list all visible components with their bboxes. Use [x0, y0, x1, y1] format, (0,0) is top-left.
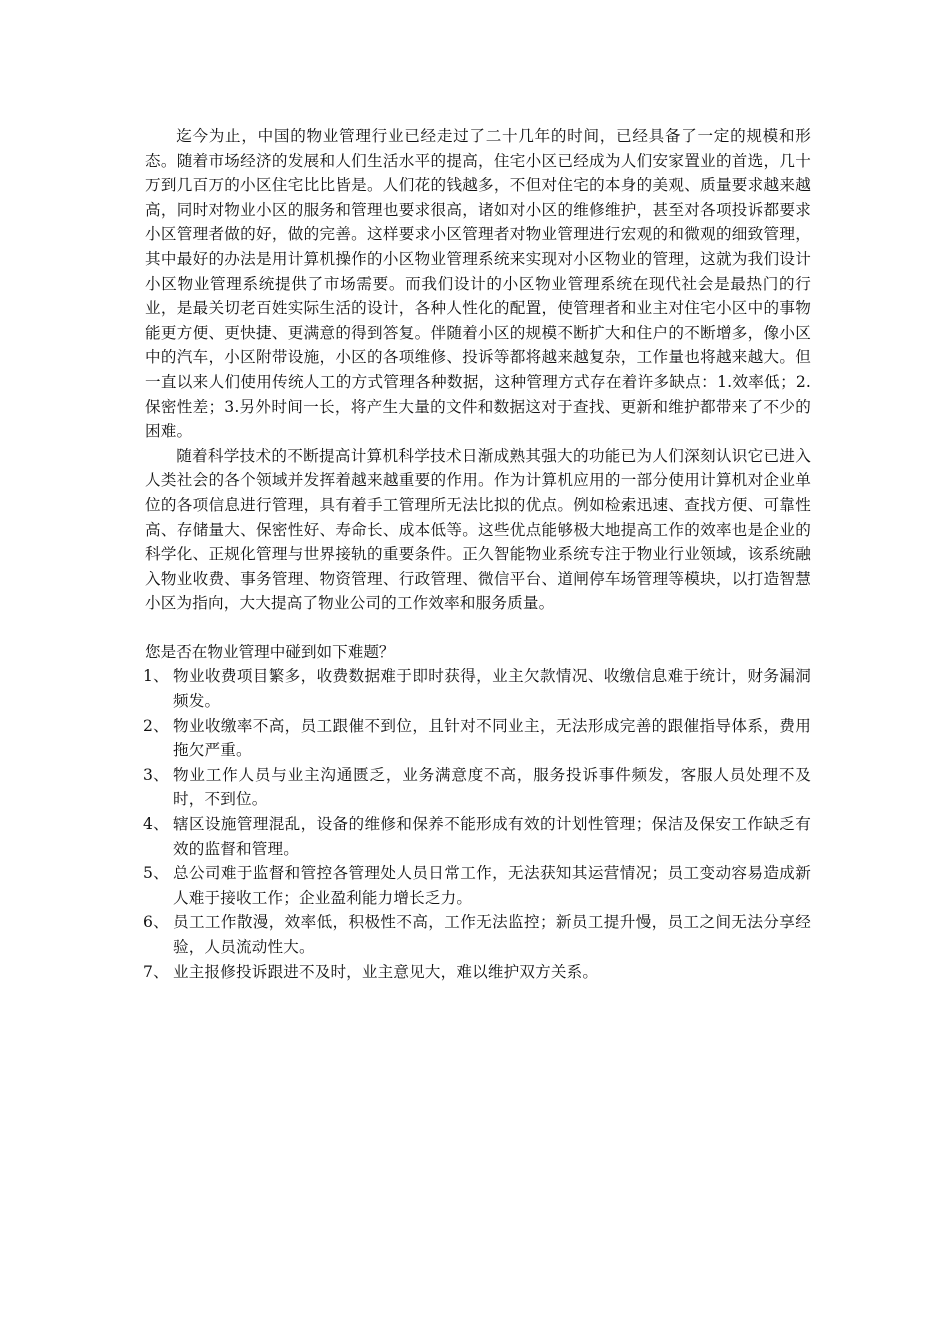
list-item-text: 总公司难于监督和管控各管理处人员日常工作，无法获知其运营情况；员工变动容易造成新人难于接收工作；企业盈利能力增长乏力。: [173, 864, 811, 907]
list-item-number: 6、: [143, 913, 169, 932]
list-item: [143, 861, 811, 910]
list-item: [143, 664, 811, 713]
list-item-number: 2、: [143, 716, 169, 735]
list-item: [143, 714, 811, 763]
list-item-text: 物业收缴率不高，员工跟催不到位，且针对不同业主，无法形成完善的跟催指导体系，费用拖欠严重。: [173, 716, 811, 760]
technology-paragraph: 随着科学技术的不断提高计算机科学技术日渐成熟其强大的功能已为人们深刻认识它已进入人类社会的各个领域并发挥着越来越重要的作用。作为计算机应用的一部分使用计算机对企业单位的各项信息进行管理，具有着手工管理所无法比拟的优点。例如检索迅速、查找方便、可靠性高、存储量大、保密性好、寿命长、成本低等。这些优点能够极大地提高工作的效率也是企业的科学化、正规化管理与世界接轨的重要条件。正久智能物业系统专注于物业行业领域，该系统融入物业收费、事务管理、物资管理、行政管理、微信平台、道闸停车场管理等模块，以打造智慧小区为指向，大大提高了物业公司的工作效率和服务质量。: [145, 446, 811, 613]
paragraph-gap: [145, 616, 811, 640]
list-item: [143, 960, 811, 985]
document-page: [145, 124, 811, 984]
list-item-text: 员工工作散漫，效率低，积极性不高，工作无法监控；新员工提升慢，员工之间无法分享经验，人员流动性大。: [173, 913, 811, 956]
list-item-number: 5、: [143, 864, 169, 883]
problems-list: [145, 664, 811, 984]
list-item-number: 1、: [143, 667, 169, 686]
list-item-number: 7、: [143, 962, 169, 981]
list-item-text: 物业收费项目繁多，收费数据难于即时获得，业主欠款情况、收缴信息难于统计，财务漏洞频发。: [173, 667, 811, 711]
list-item-text: 辖区设施管理混乱，设备的维修和保养不能形成有效的计划性管理；保洁及保安工作缺乏有效的监督和管理。: [173, 815, 811, 858]
problems-question: 您是否在物业管理中碰到如下难题？: [145, 642, 395, 661]
list-item: [143, 910, 811, 959]
list-item: [143, 812, 811, 861]
list-item-number: 3、: [143, 765, 169, 784]
list-item: [143, 763, 811, 812]
list-item-number: 4、: [143, 815, 169, 834]
intro-paragraph: 迄今为止，中国的物业管理行业已经走过了二十几年的时间，已经具备了一定的规模和形态。随着市场经济的发展和人们生活水平的提高，住宅小区已经成为人们安家置业的首选，几十万到几百万的小区住宅比比皆是。人们花的钱越多，不但对住宅的本身的美观、质量要求越来越高，同时对物业小区的服务和管理也要求很高，诸如对小区的维修维护，甚至对各项投诉都要求小区管理者做的好，做的完善。这样要求小区管理者对物业管理进行宏观的和微观的细致管理，其中最好的办法是用计算机操作的小区物业管理系统来实现对小区物业的管理，这就为我们设计小区物业管理系统提供了市场需要。而我们设计的小区物业管理系统在现代社会是最热门的行业，是最关切老百姓实际生活的设计，各种人性化的配置，使管理者和业主对住宅小区中的事物能更方便、更快捷、更满意的得到答复。伴随着小区的规模不断扩大和住户的不断增多，像小区中的汽车，小区附带设施，小区的各项维修、投诉等都将越来越复杂，工作量也将越来越大。但一直以来人们使用传统人工的方式管理各种数据，这种管理方式存在着许多缺点：1.效率低；2.保密性差；3.另外时间一长，将产生大量的文件和数据这对于查找、更新和维护都带来了不少的困难。: [145, 127, 811, 441]
list-item-text: 业主报修投诉跟进不及时，业主意见大，难以维护双方关系。: [173, 962, 599, 981]
list-item-text: 物业工作人员与业主沟通匮乏，业务满意度不高，服务投诉事件频发，客服人员处理不及时，不到位。: [173, 765, 811, 809]
